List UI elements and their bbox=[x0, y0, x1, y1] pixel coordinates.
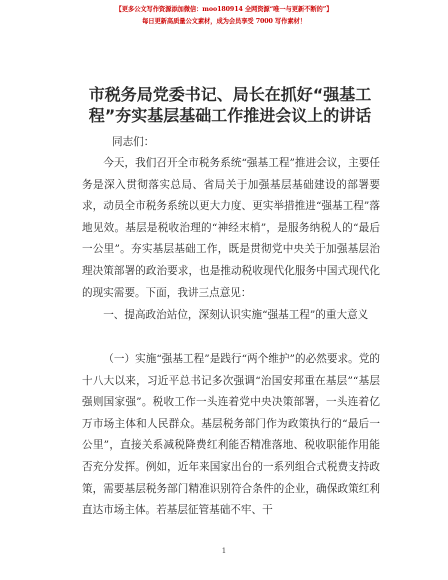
paragraph-intro: 今天，我们召开全市税务系统“强基工程”推进会议，主要任务是深入贯彻落实总局、省局关于加强基层基础建设的部署要求，动员全市税务系统以更大力度、更实举措推进“强基工程”落地见效。基层是税收治理的“神经末梢”，是服务纳税人的“最后一公里”。夯实基层基础工作，既是贯彻党中央关于加强基层治理决策部署的政治要求，也是推动税收现代化服务中国式现代化的现实需要。下面，我讲三点意见： bbox=[82, 157, 380, 299]
promo-header-line-2: 每日更新高质量公文素材，成为会员享受 7000 写作素材！ bbox=[142, 18, 306, 25]
document-title: 市税务局党委书记、局长在抓好“强基工程”夯实基层基础工作推进会议上的讲话 bbox=[88, 85, 372, 125]
page-number: 1 bbox=[221, 547, 227, 555]
section-heading-1: 一、提高政治站位，深刻认识实施“强基工程”的重大意义 bbox=[103, 309, 369, 321]
greeting: 同志们： bbox=[112, 136, 155, 148]
promo-header-line-1: 【更多公文写作资源添加微信：moo180914 全网资源“唯一与更新不断的”】 bbox=[115, 6, 333, 13]
paragraph-section-1-1: （一）实施“强基工程”是践行“两个维护”的必然要求。党的十八大以来，习近平总书记多次强调“治国安邦重在基层”“基层强则国家强”。税收工作一头连着党中央决策部署，一头连着亿万市场主体和人民群众。基层税务部门作为政策执行的“最后一公里”，直接关系减税降费红利能否精准落地、税收职能作用能否充分发挥。例如，近年来国家出台的一系列组合式税费支持政策，需要基层税务部门精准识别符合条件的企业，确保政策红利直达市场主体。若基层征管基础不牢、干 bbox=[82, 353, 380, 517]
